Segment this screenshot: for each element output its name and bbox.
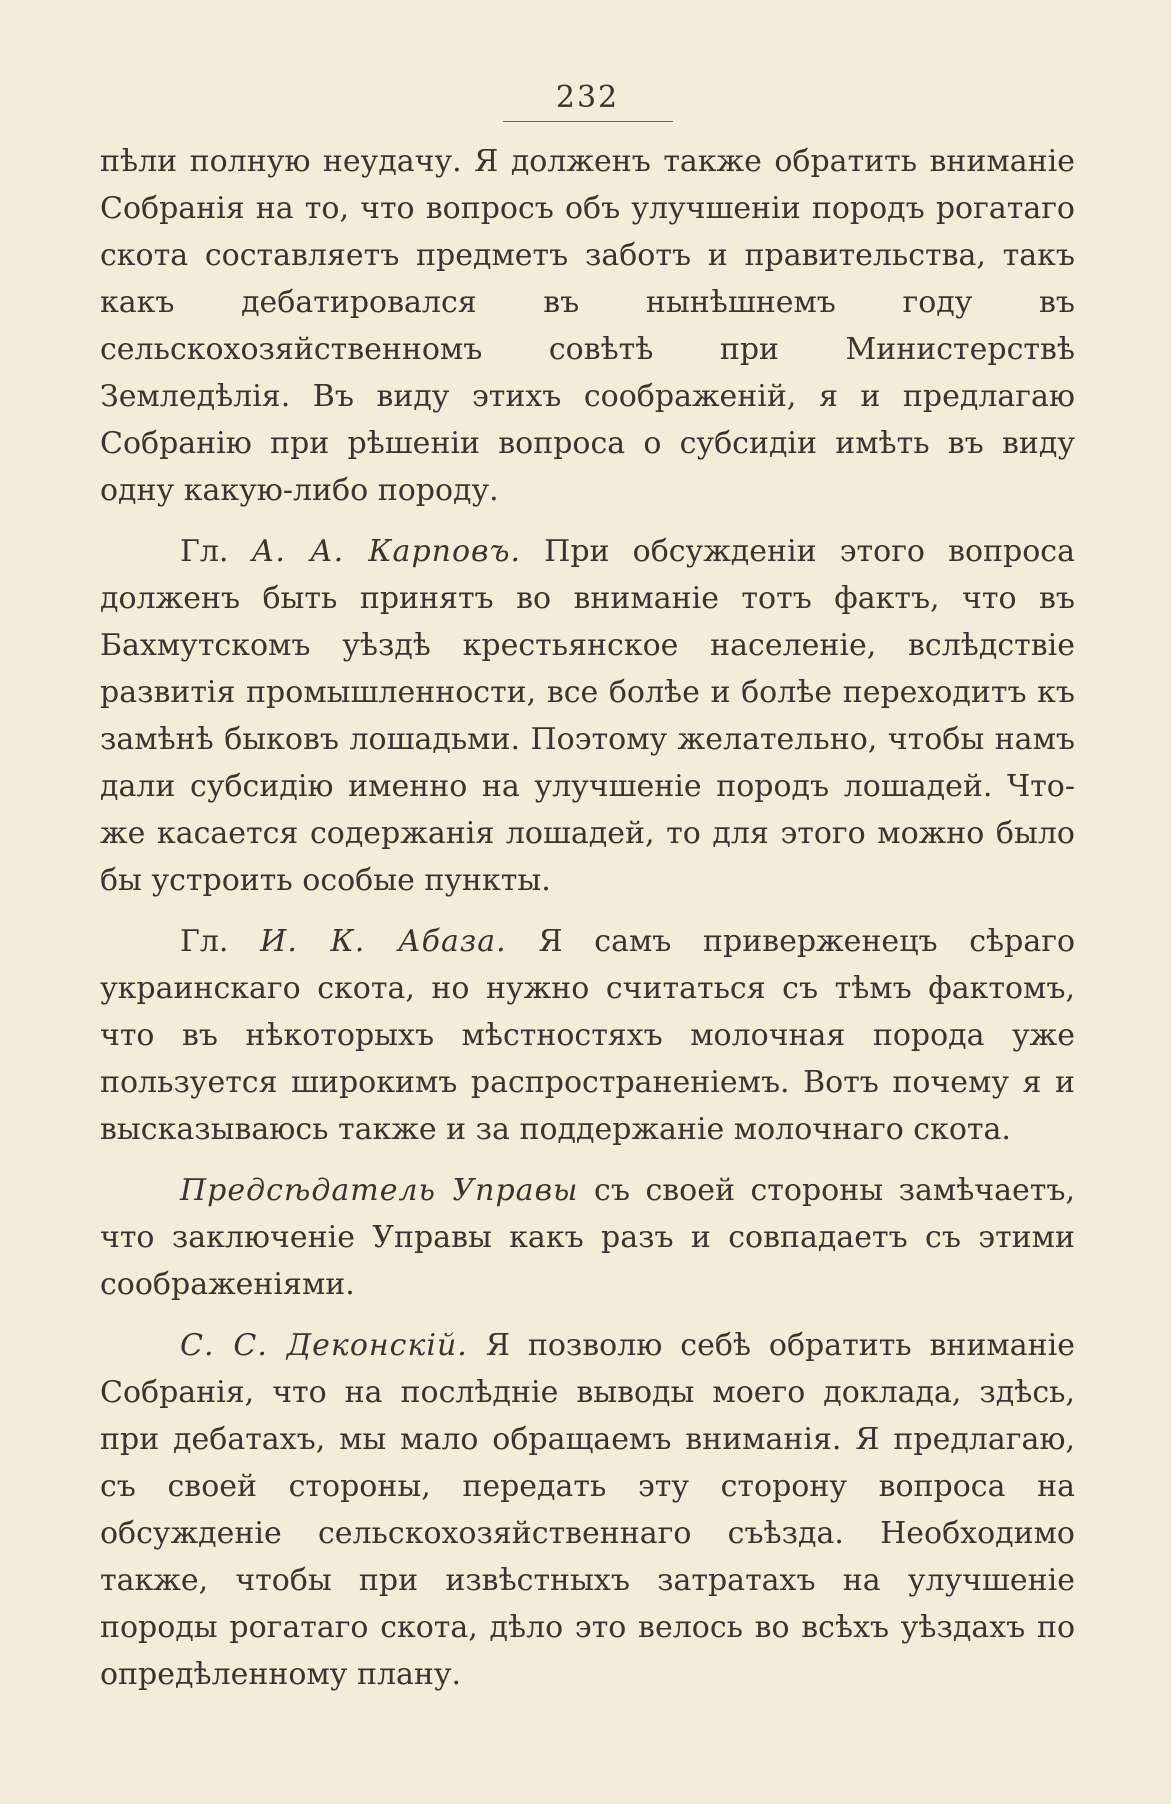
paragraph-1: [100, 138, 1075, 514]
speaker-name: А. А. Карповъ.: [251, 534, 522, 569]
paragraph-text: При обсужденіи этого вопроса долженъ быть принятъ во вниманіе тотъ фактъ, что въ Бахмутскомъ уѣздѣ крестьянское населеніе, вслѣдствіе развитія промышленности, все болѣе и болѣе переходитъ къ замѣнѣ быковъ лошадьми. Поэтому желательно, чтобы намъ дали субсидію именно на улучшеніе породъ лошадей. Что-же касается содержанія лошадей, то для этого можно было бы устроить особые пункты.: [100, 534, 1075, 898]
paragraph-4: [100, 1167, 1075, 1308]
paragraph-text: Я позволю себѣ обратить вниманіе Собранія, что на послѣдніе выводы моего доклада, здѣсь, при дебатахъ, мы мало обращаемъ вниманія. Я предлагаю, съ своей стороны, передать эту сторону вопроса на обсужденіе сельскохозяйственнаго съѣзда. Необходимо также, чтобы при извѣстныхъ затратахъ на улучшеніе породы рогатаго скота, дѣло это велось во всѣхъ уѣздахъ по опредѣленному плану.: [100, 1328, 1075, 1692]
speaker-prefix: Гл.: [180, 924, 229, 959]
speaker-name: Предсѣдатель Управы: [180, 1173, 579, 1208]
paragraph-5: [100, 1322, 1075, 1698]
paragraph-3: [100, 918, 1075, 1153]
paragraph-2: [100, 528, 1075, 904]
speaker-name: С. С. Деконскій.: [180, 1328, 468, 1363]
speaker-prefix: Гл.: [180, 534, 229, 569]
paragraph-text: Я самъ приверженецъ сѣраго украинскаго скота, но нужно считаться съ тѣмъ фактомъ, что въ нѣкоторыхъ мѣстностяхъ молочная порода уже пользуется широкимъ распространеніемъ. Вотъ почему я и высказываюсь также и за поддержаніе молочнаго скота.: [100, 924, 1076, 1147]
page-number: 232: [503, 80, 673, 122]
paragraph-text: пѣли полную неудачу. Я долженъ также обратить вниманіе Собранія на то, что вопросъ объ улучшеніи породъ рогатаго скота составляетъ предметъ заботъ и правительства, такъ какъ дебатировался въ нынѣшнемъ году въ сельскохозяйственномъ совѣтѣ при Министерствѣ Земледѣлія. Въ виду этихъ соображеній, я и предлагаю Собранію при рѣшеніи вопроса о субсидіи имѣть въ виду одну какую-либо породу.: [100, 144, 1075, 508]
speaker-name: И. К. Абаза.: [260, 924, 507, 959]
paragraph-text: съ своей стороны замѣчаетъ, что заключеніе Управы какъ разъ и совпадаетъ съ этими соображеніями.: [100, 1173, 1075, 1302]
